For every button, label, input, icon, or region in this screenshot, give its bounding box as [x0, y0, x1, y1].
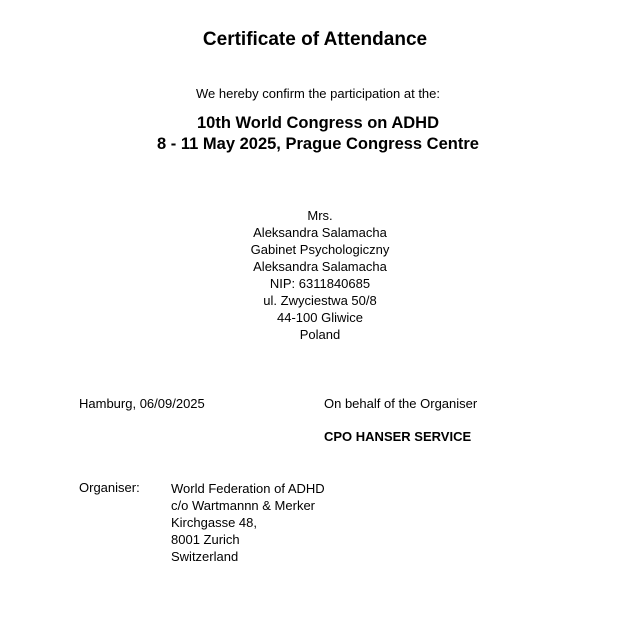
organiser-label: Organiser: [79, 480, 140, 495]
recipient-country: Poland [299, 327, 341, 342]
recipient-address [0, 207, 640, 343]
organiser-care-of: c/o Wartmannn & Merker [171, 498, 316, 513]
recipient-tax-id: NIP: 6311840685 [269, 276, 371, 291]
event-name: 10th World Congress on ADHD [196, 114, 439, 132]
place-and-date: Hamburg, 06/09/2025 [79, 396, 205, 411]
on-behalf-text: On behalf of the Organiser [324, 396, 478, 411]
organiser-postal-city: 8001 Zurich [171, 532, 240, 547]
organiser-country: Switzerland [171, 549, 239, 564]
recipient-salutation: Mrs. [307, 208, 333, 223]
signing-company: CPO HANSER SERVICE [324, 429, 472, 444]
recipient-street: ul. Zwyciestwa 50/8 [263, 293, 377, 308]
organiser-address [171, 480, 325, 565]
intro-text: We hereby confirm the participation at the: [196, 86, 440, 101]
event-dates-venue: 8 - 11 May 2025, Prague Congress Centre [157, 135, 479, 153]
organiser-street: Kirchgasse 48, [171, 515, 257, 530]
organiser-name: World Federation of ADHD [171, 481, 325, 496]
event-block [0, 113, 636, 155]
certificate-title: Certificate of Attendance [202, 29, 428, 50]
recipient-company-owner: Aleksandra Salamacha [253, 259, 387, 274]
recipient-name: Aleksandra Salamacha [253, 225, 387, 240]
recipient-postal-city: 44-100 Gliwice [277, 310, 363, 325]
recipient-company: Gabinet Psychologiczny [250, 242, 390, 257]
